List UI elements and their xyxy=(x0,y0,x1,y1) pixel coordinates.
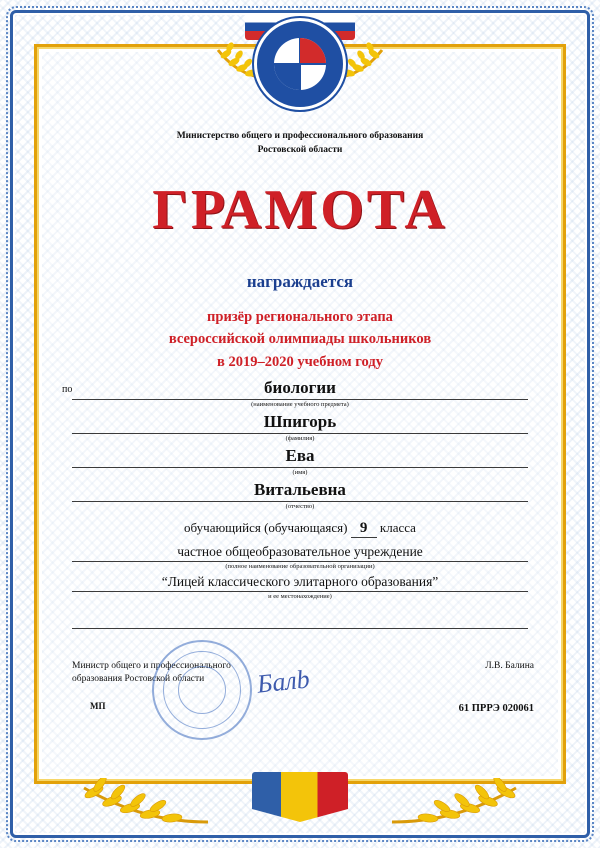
award-line-1: призёр регионального этапа xyxy=(207,309,393,325)
organization-caption-1: (полное наименование образовательной организации) xyxy=(225,563,375,570)
subject-caption: (наименование учебного предмета) xyxy=(251,401,349,408)
organization-row-2 xyxy=(72,574,528,600)
class-value: 9 xyxy=(351,520,377,538)
lastname-row xyxy=(72,412,528,442)
class-suffix-label: класса xyxy=(379,520,416,535)
wheat-branch-left-icon xyxy=(60,778,210,826)
ministry-header xyxy=(0,130,600,158)
signer-role-line-2: образования Ростовской области xyxy=(72,674,205,685)
award-line-2: всероссийской олимпиады школьников xyxy=(168,331,432,348)
subject-row xyxy=(62,378,528,408)
certificate-code: 61 ПРРЭ 020061 xyxy=(458,703,534,714)
ministry-line-2: Ростовской области xyxy=(257,144,343,155)
organization-caption-2: и ее местонахождение) xyxy=(268,593,332,600)
lastname-value: Шпигорь xyxy=(72,412,528,434)
award-line-3: в 2019–2020 учебном году xyxy=(217,353,383,370)
ministry-line-1: Министерство общего и профессионального образования xyxy=(176,131,424,141)
signature-icon: Балb xyxy=(255,664,311,699)
award-word: награждается xyxy=(246,272,354,291)
organization-line-2: “Лицей классического элитарного образования” xyxy=(72,574,528,592)
organization-row-1 xyxy=(72,544,528,570)
award-description xyxy=(0,306,600,373)
stamp-label: МП xyxy=(90,701,106,711)
patronymic-caption: (отчество) xyxy=(285,503,315,510)
firstname-value: Ева xyxy=(72,446,528,468)
firstname-caption: (имя) xyxy=(292,469,308,476)
emblem-quadrant-blue xyxy=(274,64,300,90)
patronymic-row xyxy=(72,480,528,510)
emblem-inner-symbol xyxy=(274,38,326,90)
blank-line xyxy=(72,612,528,629)
tricolor-ribbon-icon xyxy=(252,772,348,822)
certificate-fields xyxy=(62,378,528,629)
signer-name: Л.В. Балина xyxy=(485,661,534,671)
wheat-branch-right-icon xyxy=(390,778,540,826)
certificate-title: ГРАМОТА xyxy=(152,179,448,241)
emblem-quadrant-red xyxy=(300,38,326,64)
olympiad-emblem-icon xyxy=(254,18,346,110)
bottom-decoration xyxy=(0,756,600,826)
official-seal-icon xyxy=(152,640,252,740)
emblem-area xyxy=(0,4,600,114)
subject-value: биологии xyxy=(72,378,528,400)
patronymic-value: Витальевна xyxy=(72,480,528,502)
organization-line-1: частное общеобразовательное учреждение xyxy=(72,544,528,562)
lastname-caption: (фамилия) xyxy=(285,435,315,442)
class-prefix-label: обучающийся (обучающаяся) xyxy=(184,520,348,535)
subject-prefix-label: по xyxy=(62,384,73,395)
class-row xyxy=(72,520,528,538)
firstname-row xyxy=(72,446,528,476)
signer-role-line-1: Министр общего и профессионального xyxy=(72,661,231,671)
